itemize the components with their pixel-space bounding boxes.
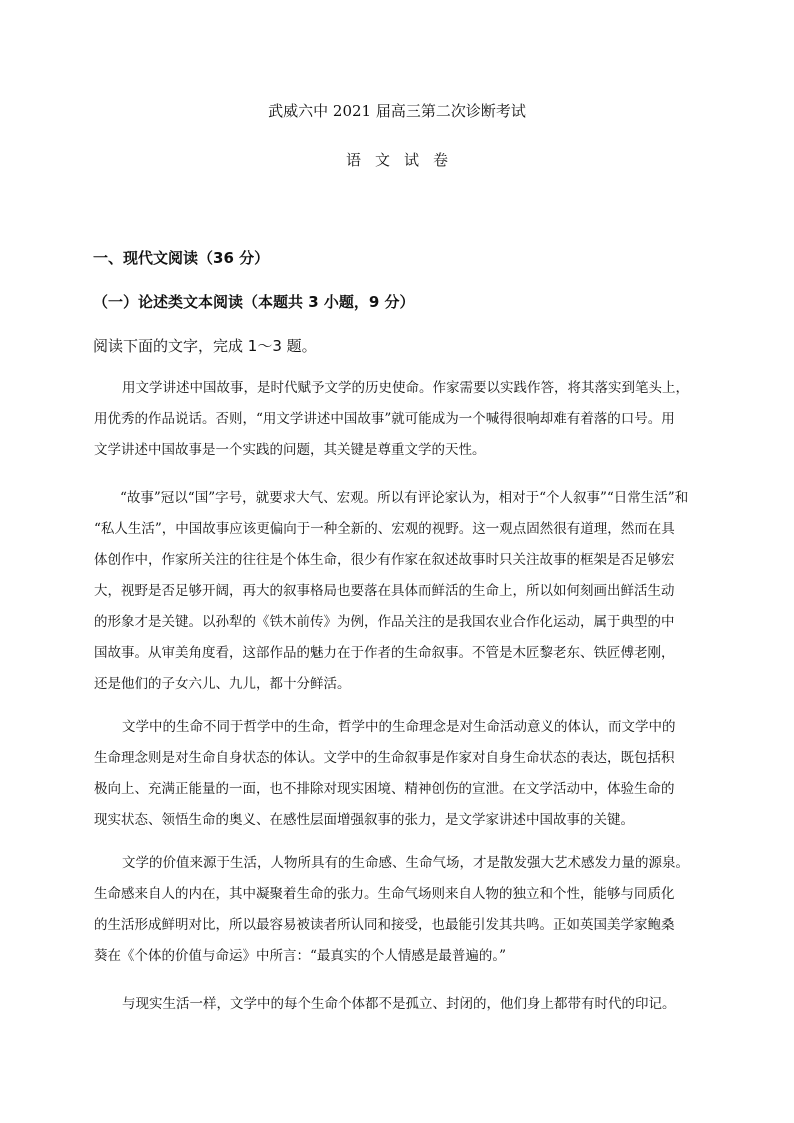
text-line: 与现实生活一样，文学中的每个生命个体都不是孤立、封闭的，他们身上都带有时代的印记。: [122, 996, 676, 1012]
text-line: “故事”冠以“国”字号，就要求大气、宏观。所以有评论家认为，相对于“个人叙事”“日常生活”和: [120, 490, 689, 506]
text-line: 极向上、充满正能量的一面，也不排除对现实困境、精神创伤的宣泄。在文学活动中，体验生命的: [94, 781, 675, 797]
section-heading-1-1: （一）论述类文本阅读（本题共 3 小题，9 分）: [93, 293, 415, 311]
text-line: 还是他们的子女六儿、九儿，都十分鲜活。: [94, 676, 351, 692]
text-line: 国故事。从审美角度看，这部作品的魅力在于作者的生命叙事。不管是木匠黎老东、铁匠傅老刚，: [94, 645, 675, 661]
text-line: 生命理念则是对生命自身状态的体认。文学中的生命叙事是作家对自身生命状态的表达，既包括积: [94, 750, 675, 766]
text-line: 的形象才是关键。以孙犁的《铁木前传》为例，作品关注的是我国农业合作化运动，属于典型的中: [94, 614, 675, 630]
reading-instruction: 阅读下面的文字，完成 1～3 题。: [93, 337, 317, 355]
text-line: 用优秀的作品说话。否则，“用文学讲述中国故事”就可能成为一个喊得很响却难有着落的口号。用: [94, 411, 675, 427]
text-line: 葵在《个体的价值与命运》中所言：“最真实的个人情感是最普遍的。”: [94, 948, 507, 964]
text-line: 体创作中，作家所关注的往往是个体生命，很少有作家在叙述故事时只关注故事的框架是否足够宏: [94, 552, 675, 568]
text-line: 现实状态、领悟生命的奥义、在感性层面增强叙事的张力，是文学家讲述中国故事的关键。: [94, 812, 634, 828]
text-line: 用文学讲述中国故事，是时代赋予文学的历史使命。作家需要以实践作答，将其落实到笔头上，: [122, 380, 689, 396]
text-line: 文学讲述中国故事是一个实践的问题，其关键是尊重文学的天性。: [94, 442, 486, 458]
section-heading-1: 一、现代文阅读（36 分）: [93, 249, 270, 267]
text-line: 文学中的生命不同于哲学中的生命，哲学中的生命理念是对生命活动意义的体认，而文学中的: [122, 719, 676, 735]
text-line: 大，视野是否足够开阔，再大的叙事格局也要落在具体而鲜活的生命上，所以如何刻画出鲜活生动: [94, 583, 675, 599]
exam-title: 武威六中 2021 届高三第二次诊断考试: [268, 102, 526, 120]
text-line: 文学的价值来源于生活，人物所具有的生命感、生命气场，才是散发强大艺术感发力量的源泉。: [122, 855, 689, 871]
text-line: 的生活形成鲜明对比，所以最容易被读者所认同和接受，也最能引发其共鸣。正如英国美学家鲍桑: [94, 917, 675, 933]
exam-subtitle: 语文试卷: [345, 151, 462, 169]
text-line: 生命感来自人的内在，其中凝聚着生命的张力。生命气场则来自人物的独立和个性，能够与同质化: [94, 886, 675, 902]
text-line: “私人生活”，中国故事应该更偏向于一种全新的、宏观的视野。这一观点固然很有道理，然而在具: [94, 521, 675, 537]
